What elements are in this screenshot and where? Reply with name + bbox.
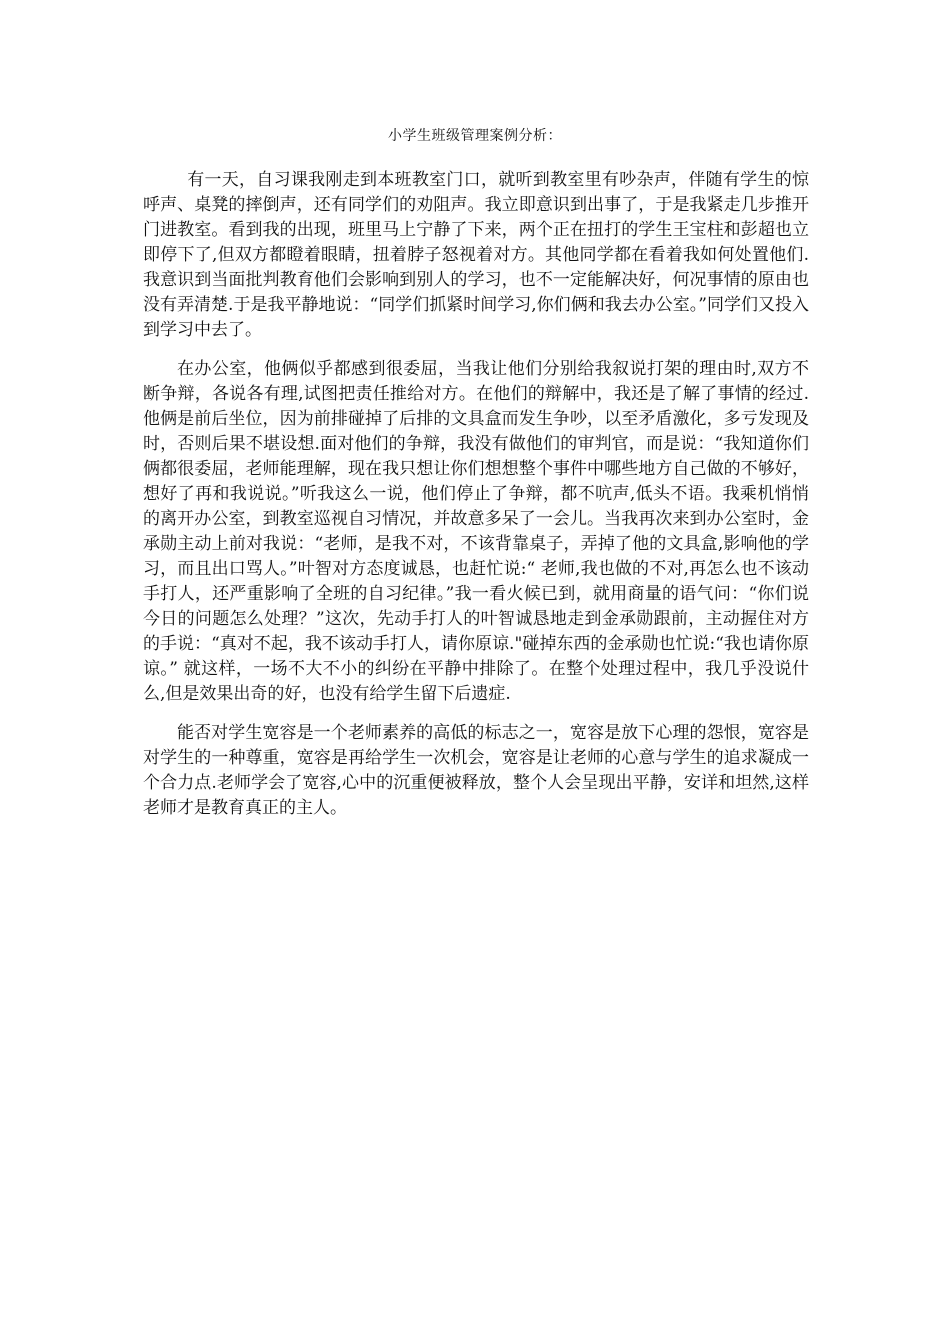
document-body xyxy=(143,168,809,835)
paragraph-reflection: 能否对学生宽容是一个老师素养的高低的标志之一，宽容是放下心理的怨恨，宽容是对学生的一种尊重，宽容是再给学生一次机会，宽容是让老师的心意与学生的追求凝成一个合力点.老师学会了宽容,心中的沉重便被释放，整个人会呈现出平静，安详和坦然,这样老师才是教育真正的主人。 xyxy=(143,723,809,818)
document-title: 小学生班级管理案例分析： xyxy=(388,128,562,144)
paragraph-office-talk: 在办公室，他俩似乎都感到很委屈，当我让他们分别给我叙说打架的理由时,双方不断争辩，各说各有理,试图把责任推给对方。在他们的辩解中，我还是了解了事情的经过.他俩是前后坐位，因为前排碰掉了后排的文具盒而发生争吵，以至矛盾激化，多亏发现及时，否则后果不堪设想.面对他们的争辩，我没有做他们的审判官，而是说：“我知道你们俩都很委屈，老师能理解，现在我只想让你们想想整个事件中哪些地方自己做的不够好，想好了再和我说说。”听我这么一说，他们停止了争辩，都不吭声,低头不语。我乘机悄悄的离开办公室，到教室巡视自习情况，并故意多呆了一会儿。当我再次来到办公室时，金承勋主动上前对我说：“老师，是我不对，不该背靠桌子，弄掉了他的文具盒,影响他的学习，而且出口骂人。”叶智对方态度诚恳，也赶忙说:“ 老师,我也做的不对,再怎么也不该动手打人，还严重影响了全班的自习纪律。”我一看火候已到，就用商量的语气问：“你们说今日的问题怎么处理？”这次，先动手打人的叶智诚恳地走到金承勋跟前，主动握住对方的手说：“真对不起，我不该动手打人，请你原谅."碰掉东西的金承勋也忙说:“我也请你原谅。” 就这样，一场不大不小的纠纷在平静中排除了。在整个处理过程中，我几乎没说什么,但是效果出奇的好，也没有给学生留下后遗症. xyxy=(143,359,809,704)
paragraph-incident: 有一天，自习课我刚走到本班教室门口，就听到教室里有吵杂声，伴随有学生的惊呼声、桌凳的摔倒声，还有同学们的劝阻声。我立即意识到出事了，于是我紧走几步推开门进教室。看到我的出现，班里马上宁静了下来，两个正在扭打的学生王宝柱和彭超也立即停下了,但双方都瞪着眼睛，扭着脖子怒视着对方。其他同学都在看着我如何处置他们.我意识到当面批判教育他们会影响到别人的学习，也不一定能解决好，何况事情的原由也没有弄清楚.于是我平静地说：“同学们抓紧时间学习,你们俩和我去办公室。”同学们又投入到学习中去了。 xyxy=(143,170,809,340)
